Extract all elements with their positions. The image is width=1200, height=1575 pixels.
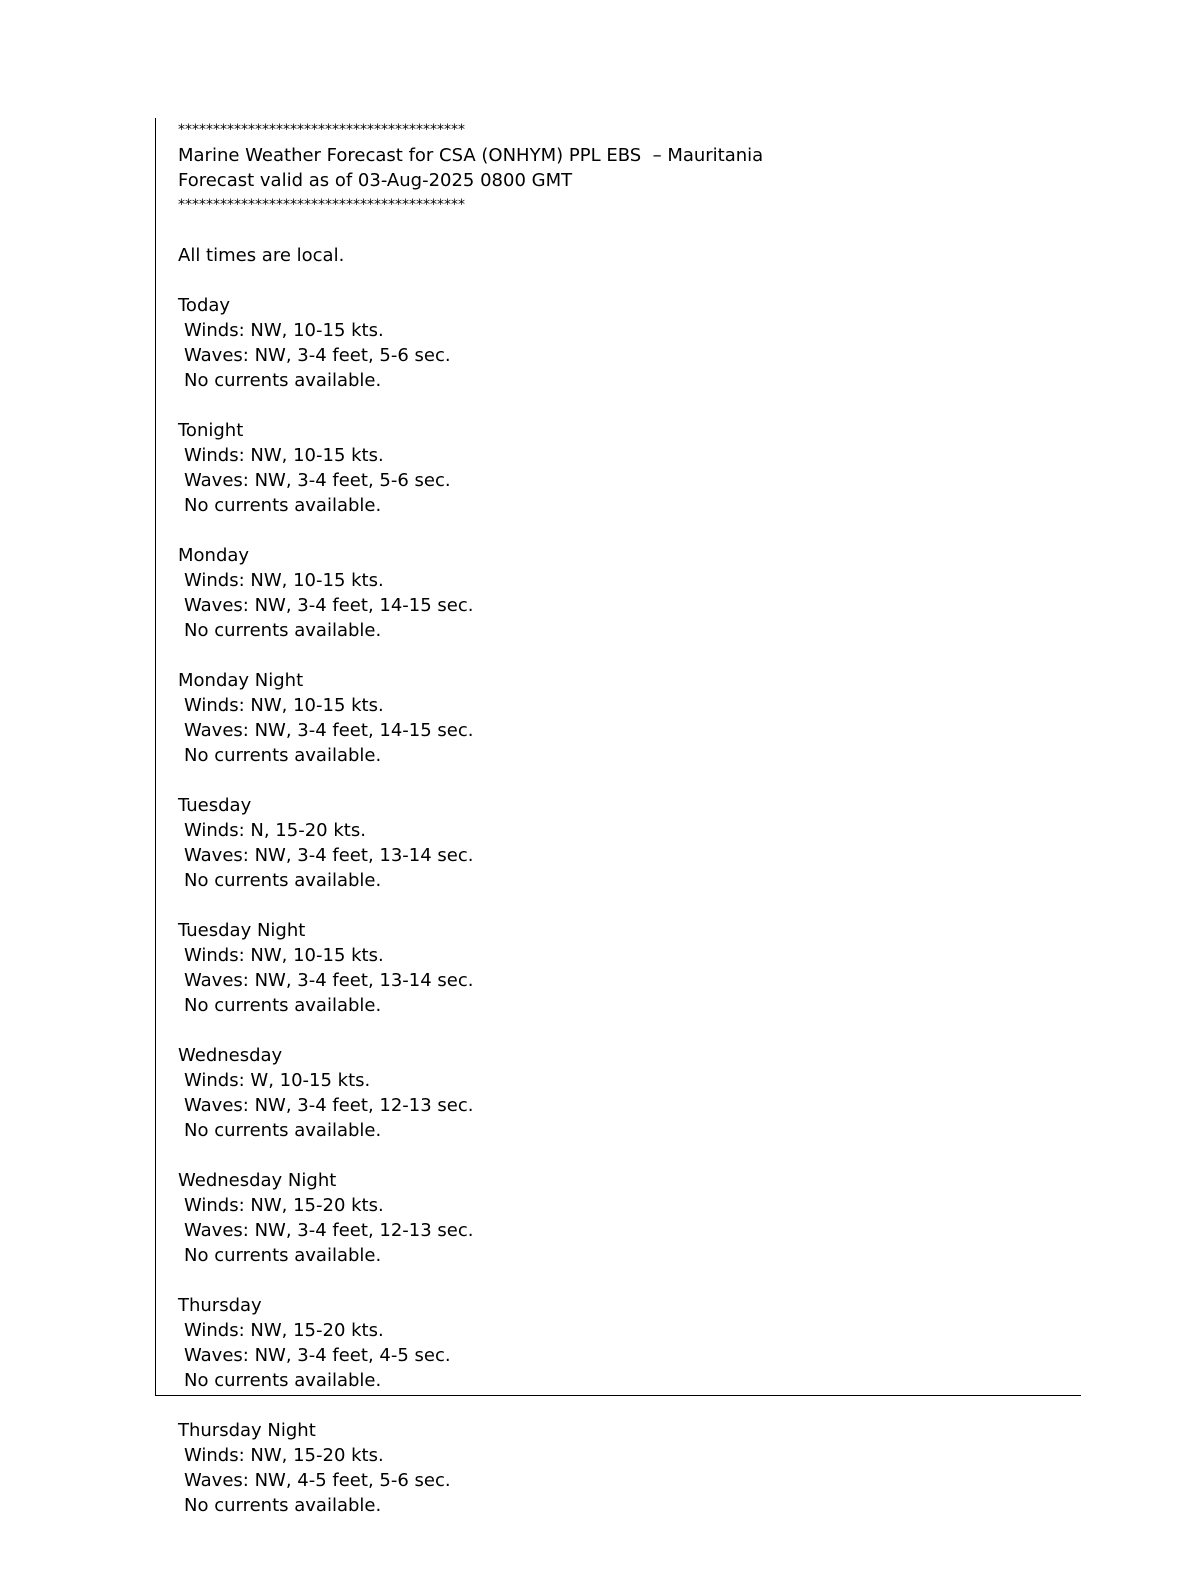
period-wednesday-night: [178, 1168, 1078, 1293]
period-monday: [178, 543, 1078, 668]
spacer: [178, 1268, 1078, 1293]
period-name: Thursday: [178, 1295, 262, 1316]
period-tuesday-night: [178, 918, 1078, 1043]
period-currents: No currents available.: [184, 370, 382, 391]
period-waves: Waves: NW, 3-4 feet, 12-13 sec.: [184, 1220, 474, 1241]
spacer: [178, 1393, 1078, 1418]
period-name: Monday Night: [178, 670, 304, 691]
period-tonight: [178, 418, 1078, 543]
spacer: [178, 643, 1078, 668]
period-waves: Waves: NW, 3-4 feet, 5-6 sec.: [184, 345, 451, 366]
frame-left-border: [155, 118, 156, 1396]
period-winds: Winds: NW, 15-20 kts.: [184, 1320, 384, 1341]
period-winds: Winds: NW, 10-15 kts.: [184, 695, 384, 716]
period-name: Wednesday Night: [178, 1170, 337, 1191]
time-note: All times are local.: [178, 245, 345, 266]
period-currents: No currents available.: [184, 1370, 382, 1391]
period-waves: Waves: NW, 3-4 feet, 12-13 sec.: [184, 1095, 474, 1116]
forecast-valid-time: Forecast valid as of 03-Aug-2025 0800 GMT: [178, 170, 573, 191]
period-name: Wednesday: [178, 1045, 283, 1066]
period-name: Tonight: [178, 420, 244, 441]
header-stars-bottom: *****************************************: [178, 197, 465, 213]
period-thursday: [178, 1293, 1078, 1418]
period-name: Tuesday: [178, 795, 252, 816]
period-winds: Winds: N, 15-20 kts.: [184, 820, 366, 841]
period-winds: Winds: NW, 10-15 kts.: [184, 320, 384, 341]
period-name: Today: [178, 295, 231, 316]
period-winds: Winds: NW, 10-15 kts.: [184, 945, 384, 966]
header-stars-top: *****************************************: [178, 122, 465, 138]
period-currents: No currents available.: [184, 995, 382, 1016]
period-winds: Winds: NW, 10-15 kts.: [184, 570, 384, 591]
period-waves: Waves: NW, 3-4 feet, 14-15 sec.: [184, 720, 474, 741]
period-waves: Waves: NW, 3-4 feet, 14-15 sec.: [184, 595, 474, 616]
period-wednesday: [178, 1043, 1078, 1168]
period-monday-night: [178, 668, 1078, 793]
spacer: [178, 768, 1078, 793]
period-currents: No currents available.: [184, 745, 382, 766]
spacer: [178, 393, 1078, 418]
spacer: [178, 218, 1078, 243]
period-tuesday: [178, 793, 1078, 918]
spacer: [178, 518, 1078, 543]
period-winds: Winds: NW, 15-20 kts.: [184, 1445, 384, 1466]
period-currents: No currents available.: [184, 495, 382, 516]
period-winds: Winds: NW, 15-20 kts.: [184, 1195, 384, 1216]
period-name: Tuesday Night: [178, 920, 306, 941]
period-name: Monday: [178, 545, 250, 566]
spacer: [178, 268, 1078, 293]
period-winds: Winds: W, 10-15 kts.: [184, 1070, 371, 1091]
period-waves: Waves: NW, 3-4 feet, 4-5 sec.: [184, 1345, 451, 1366]
period-name: Thursday Night: [178, 1420, 316, 1441]
forecast-title: Marine Weather Forecast for CSA (ONHYM) PPL EBS – Mauritania: [178, 145, 764, 166]
period-currents: No currents available.: [184, 870, 382, 891]
period-currents: No currents available.: [184, 1245, 382, 1266]
period-waves: Waves: NW, 3-4 feet, 5-6 sec.: [184, 470, 451, 491]
spacer: [178, 893, 1078, 918]
forecast-document: [178, 118, 1078, 1518]
period-currents: No currents available.: [184, 620, 382, 641]
spacer: [178, 1018, 1078, 1043]
period-winds: Winds: NW, 10-15 kts.: [184, 445, 384, 466]
period-waves: Waves: NW, 3-4 feet, 13-14 sec.: [184, 845, 474, 866]
period-thursday-night: [178, 1418, 1078, 1518]
period-waves: Waves: NW, 3-4 feet, 13-14 sec.: [184, 970, 474, 991]
period-currents: No currents available.: [184, 1495, 382, 1516]
spacer: [178, 1143, 1078, 1168]
period-today: [178, 293, 1078, 418]
period-currents: No currents available.: [184, 1120, 382, 1141]
period-waves: Waves: NW, 4-5 feet, 5-6 sec.: [184, 1470, 451, 1491]
